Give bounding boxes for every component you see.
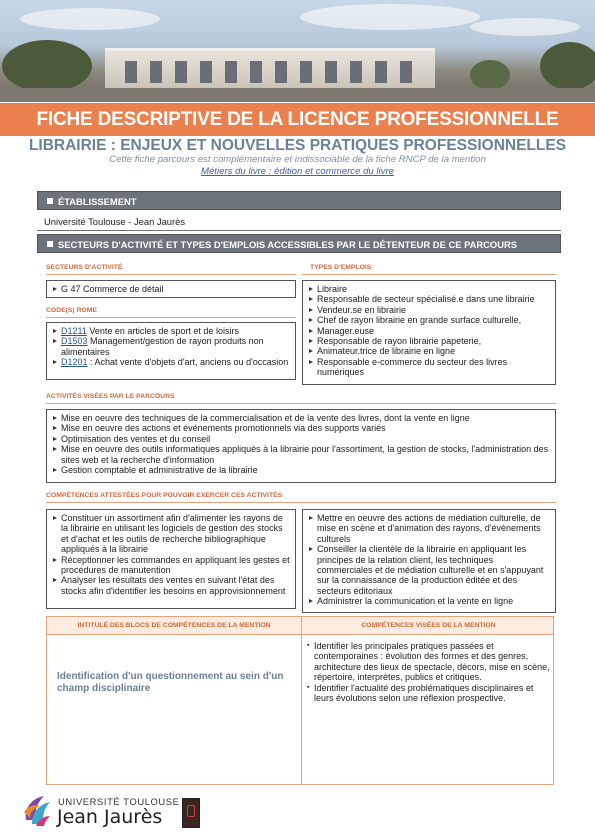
bloc-title: Identification d'un questionnement au sein d'un champ disciplinaire — [57, 671, 284, 694]
rome-code-item: D1201 : Achat vente d'objets d'art, anciens ou d'occasion — [52, 357, 290, 367]
mention-link[interactable]: Métiers du livre : édition et commerce du livre — [200, 166, 394, 177]
emploi-item: Libraire — [308, 284, 550, 294]
square-bullet-icon — [47, 241, 53, 247]
emploi-item: Vendeur.se en librairie — [308, 305, 550, 315]
banner-title: FICHE DESCRIPTIVE DE LA LICENCE PROFESSIONNELLE — [0, 103, 595, 136]
competence-item: Analyser les résultats des ventes en suivant l'état des stocks afin d'identifier les besoins en approvisionnement — [52, 575, 290, 596]
campus-photo — [0, 0, 595, 102]
divider — [46, 317, 296, 318]
activites-label: ACTIVITÉS VISÉES PAR LE PARCOURS — [46, 393, 175, 400]
codes-rome-label: CODE(S) ROME — [46, 307, 97, 314]
activites-box — [46, 409, 556, 483]
divider — [46, 274, 296, 275]
table-header-blocs: INTITULÉ DES BLOCS DE COMPÉTENCES DE LA MENTION — [77, 622, 271, 629]
emploi-item: Animateur.trice de librairie en ligne — [308, 346, 550, 356]
column-divider — [301, 617, 302, 784]
competence-item: Conseiller la clientèle de la librairie en appliquant les principes de la relation client, les techniques commerciales et de médiation culturelle et en s'appuyant sur la connaissance de la production éditée et des secteurs éditoriaux — [308, 544, 550, 596]
university-logo — [22, 786, 202, 834]
emploi-item: Responsable de secteur spécialisé.e dans une librairie — [308, 294, 550, 304]
activite-item: Optimisation des ventes et du conseil — [52, 434, 550, 444]
activite-item: Mise en oeuvre des outils informatiques appliqués à la librairie pour l'assortiment, la gestion de stocks, l'administration des sites web et la recherche d'information — [52, 444, 550, 465]
logo-text-line2: Jean Jaurès — [57, 806, 163, 828]
secteurs-heading: SECTEURS D'ACTIVITÉ ET TYPES D'EMPLOIS ACCESSIBLES PAR LE DÉTENTEUR DE CE PARCOURS — [37, 234, 561, 253]
rome-code-link[interactable]: D1503 — [61, 336, 88, 347]
codes-rome-box — [46, 322, 296, 380]
types-emplois-label: TYPES D'EMPLOIS — [310, 264, 372, 271]
rome-code-link[interactable]: D1201 — [61, 357, 88, 368]
competences-right-box — [302, 509, 556, 613]
logo-text-line1: UNIVERSITÉ TOULOUSE — [58, 796, 180, 807]
secteurs-box — [46, 280, 296, 298]
types-emplois-box — [302, 280, 556, 385]
square-bullet-icon — [47, 198, 53, 204]
campus-building — [105, 48, 435, 90]
divider — [46, 403, 556, 404]
etablissement-heading: ÉTABLISSEMENT — [37, 191, 561, 210]
table-header-row — [47, 617, 553, 635]
emploi-item: Responsable de rayon librairie papeterie, — [308, 336, 550, 346]
activite-item: Gestion comptable et administrative de la librairie — [52, 465, 550, 475]
emploi-item: Manager.euse — [308, 326, 550, 336]
bloc-competences — [307, 641, 551, 703]
competence-item: Mettre en oeuvre des actions de médiation culturelle, de mise en scène et d'animation des rayons, d'évènements culturels — [308, 513, 550, 544]
bloc-competence-item: ▪ Identifier les principales pratiques passées et contemporaines : évolution des formes et des genres, architecture des lieux de spectacle, décors, mise en scène, répertoire, interprètes, publics et critiques. — [307, 641, 551, 683]
emploi-item: Responsable e-commerce du secteur des livres numériques — [308, 357, 550, 378]
university-seal-icon — [182, 798, 200, 828]
competence-item: Réceptionner les commandes en appliquant les gestes et procédures de manutention — [52, 555, 290, 576]
rome-code-item: D1211 Vente en articles de sport et de loisirs — [52, 326, 290, 336]
divider — [37, 230, 561, 231]
rome-code-item: D1503 Management/gestion de rayon produits non alimentaires — [52, 336, 290, 357]
table-header-competences: COMPÉTENCES VISÉES DE LA MENTION — [361, 622, 496, 629]
blocs-table — [46, 616, 554, 785]
rome-code-link[interactable]: D1211 — [61, 326, 87, 336]
etablissement-value: Université Toulouse - Jean Jaurès — [44, 216, 186, 227]
competences-label: COMPÉTENCES ATTESTÉES POUR POUVOIR EXERCER CES ACTIVITÉS — [46, 492, 283, 499]
complement-note: Cette fiche parcours est complémentaire et indissociable de la fiche RNCP de la mention — [109, 154, 486, 165]
logo-swirl-icon — [22, 790, 52, 828]
competence-item: Administrer la communication et la vente en ligne — [308, 596, 550, 606]
competences-left-box — [46, 509, 296, 609]
activite-item: Mise en oeuvre des techniques de la commercialisation et de la vente des livres, dont la vente en ligne — [52, 413, 550, 423]
bloc-competence-item: ▪ Identifier l'actualité des problématiques disciplinaires et leurs évolutions selon une réflexion prospective. — [307, 683, 551, 704]
secteurs-label: SECTEURS D'ACTIVITÉ — [46, 264, 123, 271]
competence-item: Constituer un assortiment afin d'alimenter les rayons de la librairie en utilisant les logiciels de gestion des stocks et d'achat et les outils de recherche bibliographique appliqués à la librairie — [52, 513, 290, 555]
parcours-title: LIBRAIRIE : ENJEUX ET NOUVELLES PRATIQUES PROFESSIONNELLES — [28, 137, 567, 154]
divider — [302, 274, 556, 275]
secteur-item: G 47 Commerce de détail — [52, 284, 290, 294]
activite-item: Mise en oeuvre des actions et événements promotionnels via des supports variés — [52, 423, 550, 433]
emploi-item: Chef de rayon librairie en grande surface culturelle, — [308, 315, 550, 325]
divider — [46, 502, 556, 503]
